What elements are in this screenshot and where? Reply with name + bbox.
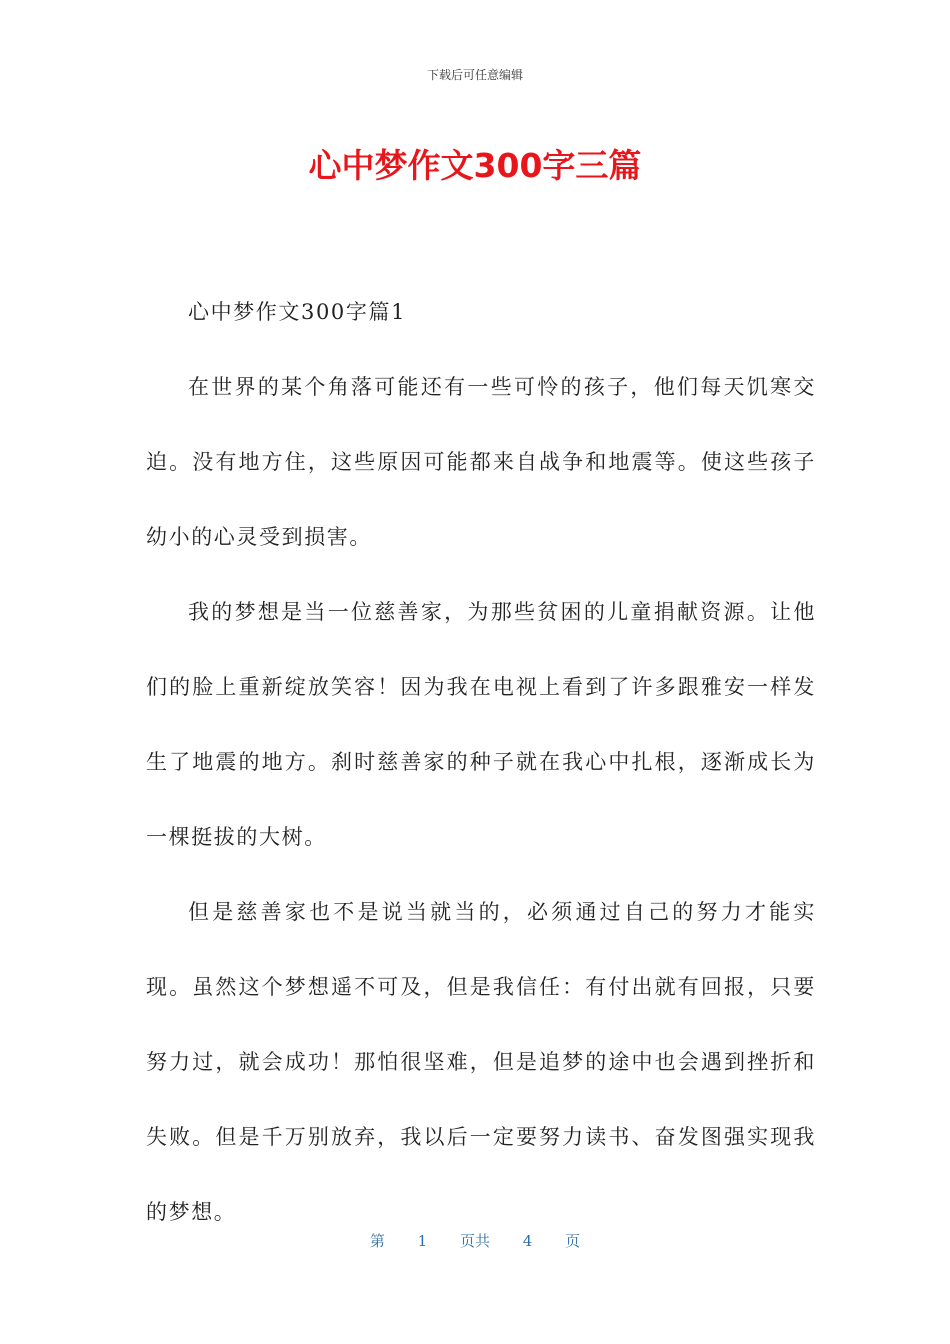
header-note: 下载后可任意编辑 xyxy=(426,68,523,82)
section-heading: 心中梦作文300字篇1 xyxy=(188,300,407,324)
page-title: 心中梦作文300字三篇 xyxy=(308,146,642,185)
page-footer xyxy=(0,1230,950,1251)
footer-label-page: 第 xyxy=(369,1232,385,1250)
footer-label-end: 页 xyxy=(565,1232,581,1250)
footer-label-of: 页共 xyxy=(459,1232,490,1250)
document-body xyxy=(146,275,816,1250)
paragraph-3: 但是慈善家也不是说当就当的，必须通过自己的努力才能实现。虽然这个梦想遥不可及，但是我信任：有付出就有回报，只要努力过，就会成功！那怕很坚难，但是追梦的途中也会遇到挫折和失败。但是千万别放弃，我以后一定要努力读书、奋发图强实现我的梦想。 xyxy=(146,900,816,1224)
footer-total-pages: 4 xyxy=(522,1232,533,1250)
paragraph-1: 在世界的某个角落可能还有一些可怜的孩子，他们每天饥寒交迫。没有地方住，这些原因可能都来自战争和地震等。使这些孩子幼小的心灵受到损害。 xyxy=(146,375,816,549)
footer-current-page: 1 xyxy=(417,1232,428,1250)
paragraph-2: 我的梦想是当一位慈善家，为那些贫困的儿童捐献资源。让他们的脸上重新绽放笑容！因为我在电视上看到了许多跟雅安一样发生了地震的地方。刹时慈善家的种子就在我心中扎根，逐渐成长为一棵挺拔的大树。 xyxy=(146,600,816,849)
